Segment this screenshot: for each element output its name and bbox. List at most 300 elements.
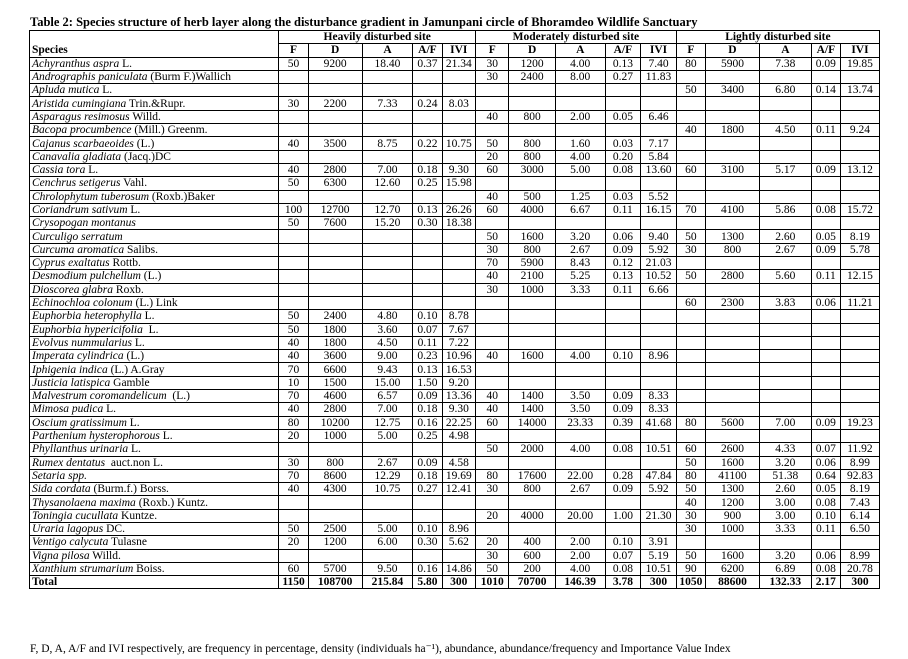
value-cell: 6.00 — [362, 536, 413, 549]
column-header-row — [30, 44, 880, 57]
value-cell: 50 — [676, 230, 705, 243]
value-cell — [362, 230, 413, 243]
value-cell — [442, 509, 475, 522]
value-cell: 12.41 — [442, 483, 475, 496]
value-cell — [641, 97, 677, 110]
species-cell — [30, 363, 279, 376]
value-cell — [676, 536, 705, 549]
species-authority: (L.) Link — [132, 297, 178, 310]
value-cell: 4.58 — [442, 456, 475, 469]
value-cell — [509, 177, 555, 190]
value-cell — [840, 137, 879, 150]
value-cell: 21.34 — [442, 57, 475, 70]
value-cell: 19.23 — [840, 416, 879, 429]
species-cell — [30, 217, 279, 230]
value-cell — [840, 97, 879, 110]
value-cell — [413, 150, 442, 163]
value-cell — [641, 429, 677, 442]
value-cell — [605, 376, 641, 389]
value-cell — [759, 429, 811, 442]
value-cell — [362, 270, 413, 283]
value-cell: 800 — [705, 243, 759, 256]
species-authority: (L.) — [166, 390, 190, 403]
value-cell: 4.00 — [555, 350, 605, 363]
value-cell: 26.26 — [442, 203, 475, 216]
value-cell: 3.60 — [362, 323, 413, 336]
value-cell: 40 — [475, 270, 508, 283]
table-row — [30, 496, 880, 509]
value-cell: 4.80 — [362, 310, 413, 323]
value-cell — [475, 456, 508, 469]
value-cell: 8600 — [308, 469, 362, 482]
column-header: F — [279, 44, 308, 57]
value-cell — [555, 376, 605, 389]
value-cell: 7600 — [308, 217, 362, 230]
value-cell: 0.09 — [413, 390, 442, 403]
value-cell: 11.21 — [840, 296, 879, 309]
species-cell — [30, 190, 279, 203]
value-cell: 5900 — [509, 257, 555, 270]
total-value-cell: 300 — [442, 576, 475, 589]
value-cell: 1300 — [705, 230, 759, 243]
species-authority: (L.) A.Gray — [107, 363, 165, 376]
value-cell: 40 — [475, 190, 508, 203]
value-cell: 13.60 — [641, 163, 677, 176]
value-cell: 50 — [475, 230, 508, 243]
value-cell — [641, 310, 677, 323]
value-cell: 10.75 — [362, 483, 413, 496]
value-cell: 40 — [475, 350, 508, 363]
value-cell: 6.80 — [759, 84, 811, 97]
value-cell — [509, 124, 555, 137]
value-cell: 8.96 — [442, 522, 475, 535]
value-cell: 3.83 — [759, 296, 811, 309]
species-cell — [30, 137, 279, 150]
value-cell — [413, 70, 442, 83]
value-cell: 0.24 — [413, 97, 442, 110]
value-cell — [759, 376, 811, 389]
value-cell: 1000 — [705, 522, 759, 535]
value-cell: 2200 — [308, 97, 362, 110]
value-cell — [279, 283, 308, 296]
value-cell: 1.25 — [555, 190, 605, 203]
value-cell: 6.67 — [555, 203, 605, 216]
value-cell — [308, 509, 362, 522]
value-cell — [605, 217, 641, 230]
species-structure-table — [29, 30, 880, 589]
value-cell: 8.03 — [442, 97, 475, 110]
value-cell — [308, 549, 362, 562]
value-cell: 2600 — [705, 443, 759, 456]
species-name: Rumex dentatus — [32, 456, 106, 469]
total-value-cell: 3.78 — [605, 576, 641, 589]
species-name: Toningia cucullata — [32, 509, 119, 522]
value-cell — [442, 70, 475, 83]
value-cell: 4000 — [509, 203, 555, 216]
value-cell: 0.08 — [605, 443, 641, 456]
value-cell: 800 — [509, 137, 555, 150]
species-authority: Trin.&Rupr. — [126, 97, 186, 110]
value-cell: 0.06 — [605, 230, 641, 243]
value-cell — [676, 310, 705, 323]
value-cell — [641, 296, 677, 309]
value-cell — [413, 243, 442, 256]
value-cell — [759, 336, 811, 349]
value-cell — [811, 190, 840, 203]
species-name: Thysanolaena maxima — [32, 496, 136, 509]
value-cell — [811, 110, 840, 123]
species-cell — [30, 336, 279, 349]
value-cell — [641, 496, 677, 509]
value-cell: 6300 — [308, 177, 362, 190]
value-cell — [509, 296, 555, 309]
value-cell: 70 — [279, 469, 308, 482]
value-cell: 100 — [279, 203, 308, 216]
species-cell — [30, 549, 279, 562]
table-row — [30, 190, 880, 203]
value-cell: 50 — [279, 310, 308, 323]
value-cell: 6.89 — [759, 562, 811, 575]
group-heavily-disturbed: Heavily disturbed site — [279, 31, 476, 44]
value-cell: 6200 — [705, 562, 759, 575]
column-header: F — [676, 44, 705, 57]
species-authority: Vahl. — [120, 177, 148, 190]
value-cell — [840, 150, 879, 163]
value-cell — [475, 336, 508, 349]
value-cell — [555, 217, 605, 230]
value-cell — [442, 283, 475, 296]
value-cell — [308, 230, 362, 243]
species-name: Bacopa procumbence — [32, 124, 132, 137]
value-cell: 30 — [676, 243, 705, 256]
value-cell: 9.40 — [641, 230, 677, 243]
value-cell: 10 — [279, 376, 308, 389]
value-cell: 2800 — [308, 403, 362, 416]
value-cell: 20 — [475, 509, 508, 522]
value-cell — [308, 270, 362, 283]
value-cell — [676, 429, 705, 442]
value-cell: 5.19 — [641, 549, 677, 562]
species-name: Euphorbia hypericifolia — [32, 323, 143, 336]
value-cell: 0.11 — [811, 522, 840, 535]
value-cell: 16.15 — [641, 203, 677, 216]
value-cell — [705, 310, 759, 323]
species-cell — [30, 283, 279, 296]
value-cell: 15.20 — [362, 217, 413, 230]
value-cell — [509, 496, 555, 509]
value-cell: 4.50 — [362, 336, 413, 349]
value-cell: 1.60 — [555, 137, 605, 150]
value-cell — [279, 70, 308, 83]
value-cell: 2.60 — [759, 483, 811, 496]
value-cell — [676, 390, 705, 403]
value-cell: 900 — [705, 509, 759, 522]
value-cell: 50 — [676, 483, 705, 496]
species-cell — [30, 496, 279, 509]
value-cell — [759, 363, 811, 376]
value-cell: 10.75 — [442, 137, 475, 150]
species-authority: DC. — [103, 523, 125, 536]
value-cell: 1000 — [509, 283, 555, 296]
value-cell — [413, 124, 442, 137]
species-authority: (Mill.) Greenm. — [131, 124, 208, 137]
value-cell — [840, 390, 879, 403]
value-cell: 30 — [676, 509, 705, 522]
species-name: Uraria lagopus — [32, 523, 104, 536]
value-cell: 50 — [676, 84, 705, 97]
value-cell — [641, 323, 677, 336]
value-cell — [413, 270, 442, 283]
table-row — [30, 217, 880, 230]
value-cell: 7.40 — [641, 57, 677, 70]
value-cell: 70 — [279, 390, 308, 403]
species-header-spacer — [30, 31, 279, 44]
value-cell — [509, 97, 555, 110]
value-cell — [605, 124, 641, 137]
total-value-cell: 108700 — [308, 576, 362, 589]
value-cell — [362, 496, 413, 509]
species-name: Sida cordata — [32, 483, 91, 496]
value-cell: 13.12 — [840, 163, 879, 176]
value-cell: 6.66 — [641, 283, 677, 296]
value-cell: 0.10 — [413, 522, 442, 535]
value-cell: 1200 — [705, 496, 759, 509]
value-cell: 3400 — [705, 84, 759, 97]
value-cell — [811, 177, 840, 190]
value-cell: 0.09 — [605, 243, 641, 256]
value-cell: 0.03 — [605, 137, 641, 150]
value-cell: 3.00 — [759, 509, 811, 522]
value-cell: 2800 — [705, 270, 759, 283]
value-cell — [840, 190, 879, 203]
value-cell — [362, 443, 413, 456]
value-cell — [705, 137, 759, 150]
value-cell: 4.00 — [555, 150, 605, 163]
table-row — [30, 429, 880, 442]
table-row — [30, 124, 880, 137]
value-cell: 400 — [509, 536, 555, 549]
value-cell — [362, 110, 413, 123]
value-cell: 0.12 — [605, 257, 641, 270]
value-cell: 20.00 — [555, 509, 605, 522]
value-cell: 10200 — [308, 416, 362, 429]
value-cell: 2.67 — [555, 483, 605, 496]
table-row — [30, 350, 880, 363]
value-cell: 600 — [509, 549, 555, 562]
value-cell — [362, 190, 413, 203]
value-cell: 50 — [279, 177, 308, 190]
value-cell — [442, 124, 475, 137]
value-cell — [362, 150, 413, 163]
value-cell — [555, 84, 605, 97]
species-authority: (L.) — [140, 270, 162, 283]
value-cell: 19.69 — [442, 469, 475, 482]
value-cell: 22.25 — [442, 416, 475, 429]
value-cell: 0.03 — [605, 190, 641, 203]
value-cell — [840, 217, 879, 230]
value-cell — [555, 456, 605, 469]
value-cell — [442, 443, 475, 456]
column-header: A/F — [811, 44, 840, 57]
value-cell: 6600 — [308, 363, 362, 376]
value-cell: 18.40 — [362, 57, 413, 70]
value-cell: 1000 — [308, 429, 362, 442]
value-cell — [555, 336, 605, 349]
total-value-cell: 215.84 — [362, 576, 413, 589]
value-cell: 0.22 — [413, 137, 442, 150]
species-name: Dioscorea glabra — [32, 283, 114, 296]
value-cell — [413, 496, 442, 509]
value-cell: 7.67 — [442, 323, 475, 336]
value-cell: 8.33 — [641, 403, 677, 416]
value-cell — [676, 110, 705, 123]
value-cell — [705, 150, 759, 163]
value-cell: 80 — [279, 416, 308, 429]
value-cell — [840, 310, 879, 323]
value-cell — [308, 110, 362, 123]
value-cell: 20.78 — [840, 562, 879, 575]
value-cell — [811, 350, 840, 363]
value-cell: 0.23 — [413, 350, 442, 363]
value-cell: 1400 — [509, 403, 555, 416]
column-header: A — [759, 44, 811, 57]
table-row — [30, 270, 880, 283]
value-cell — [279, 190, 308, 203]
value-cell: 18.38 — [442, 217, 475, 230]
species-name: Curcuma aromatica — [32, 243, 125, 256]
value-cell — [811, 310, 840, 323]
value-cell — [555, 429, 605, 442]
value-cell: 3.20 — [555, 230, 605, 243]
species-name: Crysopogan montanus — [32, 217, 136, 230]
value-cell — [676, 350, 705, 363]
value-cell — [705, 257, 759, 270]
value-cell — [811, 70, 840, 83]
value-cell: 0.08 — [605, 562, 641, 575]
value-cell: 0.16 — [413, 416, 442, 429]
value-cell — [605, 323, 641, 336]
value-cell — [759, 323, 811, 336]
value-cell: 0.09 — [811, 243, 840, 256]
column-header: IVI — [442, 44, 475, 57]
value-cell: 30 — [475, 243, 508, 256]
value-cell: 8.19 — [840, 230, 879, 243]
species-authority: (Roxb.)Baker — [149, 190, 215, 203]
value-cell: 0.13 — [413, 203, 442, 216]
value-cell: 60 — [475, 203, 508, 216]
value-cell — [509, 336, 555, 349]
value-cell: 0.09 — [811, 163, 840, 176]
value-cell: 60 — [676, 443, 705, 456]
value-cell — [676, 97, 705, 110]
species-cell — [30, 310, 279, 323]
value-cell — [442, 84, 475, 97]
value-cell — [705, 350, 759, 363]
table-footnote: F, D, A, A/F and IVI respectively, are frequency in percentage, density (individuals ha⁻¹), abundance, abundance/frequency and Importance Value Index — [30, 643, 731, 655]
value-cell: 10.51 — [641, 443, 677, 456]
value-cell — [555, 496, 605, 509]
value-cell — [811, 97, 840, 110]
value-cell — [509, 310, 555, 323]
value-cell: 7.33 — [362, 97, 413, 110]
value-cell — [413, 509, 442, 522]
value-cell — [279, 150, 308, 163]
value-cell: 4100 — [705, 203, 759, 216]
value-cell — [759, 137, 811, 150]
species-authority: L. — [103, 403, 117, 416]
species-authority: Tulasne — [108, 536, 147, 549]
value-cell — [641, 376, 677, 389]
value-cell — [605, 363, 641, 376]
value-cell: 0.06 — [811, 456, 840, 469]
value-cell — [509, 84, 555, 97]
value-cell — [705, 97, 759, 110]
species-cell — [30, 257, 279, 270]
value-cell: 30 — [475, 483, 508, 496]
value-cell: 1600 — [509, 350, 555, 363]
species-cell — [30, 270, 279, 283]
value-cell: 1.50 — [413, 376, 442, 389]
value-cell: 1800 — [308, 323, 362, 336]
value-cell — [605, 429, 641, 442]
value-cell — [555, 177, 605, 190]
value-cell: 5.62 — [442, 536, 475, 549]
value-cell: 10.96 — [442, 350, 475, 363]
value-cell: 30 — [475, 549, 508, 562]
value-cell: 0.25 — [413, 177, 442, 190]
value-cell — [676, 283, 705, 296]
value-cell: 0.08 — [605, 163, 641, 176]
total-value-cell: 70700 — [509, 576, 555, 589]
value-cell — [362, 283, 413, 296]
value-cell — [442, 110, 475, 123]
value-cell: 0.05 — [811, 483, 840, 496]
value-cell: 50 — [279, 217, 308, 230]
value-cell — [475, 97, 508, 110]
value-cell: 0.08 — [811, 203, 840, 216]
table-row — [30, 150, 880, 163]
value-cell: 0.18 — [413, 403, 442, 416]
value-cell: 3.91 — [641, 536, 677, 549]
value-cell: 40 — [279, 403, 308, 416]
value-cell — [362, 124, 413, 137]
value-cell — [840, 536, 879, 549]
value-cell — [555, 310, 605, 323]
value-cell — [676, 190, 705, 203]
value-cell — [442, 549, 475, 562]
value-cell — [811, 376, 840, 389]
table-row — [30, 310, 880, 323]
value-cell — [676, 363, 705, 376]
value-cell: 0.05 — [605, 110, 641, 123]
value-cell — [308, 257, 362, 270]
value-cell: 0.39 — [605, 416, 641, 429]
species-cell — [30, 110, 279, 123]
species-name: Iphigenia indica — [32, 363, 108, 376]
value-cell: 1800 — [705, 124, 759, 137]
value-cell: 0.20 — [605, 150, 641, 163]
species-name: Aristida cumingiana — [32, 97, 127, 110]
value-cell: 3500 — [308, 137, 362, 150]
value-cell: 30 — [279, 456, 308, 469]
value-cell: 20 — [279, 536, 308, 549]
value-cell: 6.46 — [641, 110, 677, 123]
species-name: Canavalia gladiata — [32, 150, 122, 163]
value-cell: 0.11 — [811, 270, 840, 283]
value-cell: 90 — [676, 562, 705, 575]
value-cell — [279, 243, 308, 256]
value-cell — [308, 443, 362, 456]
